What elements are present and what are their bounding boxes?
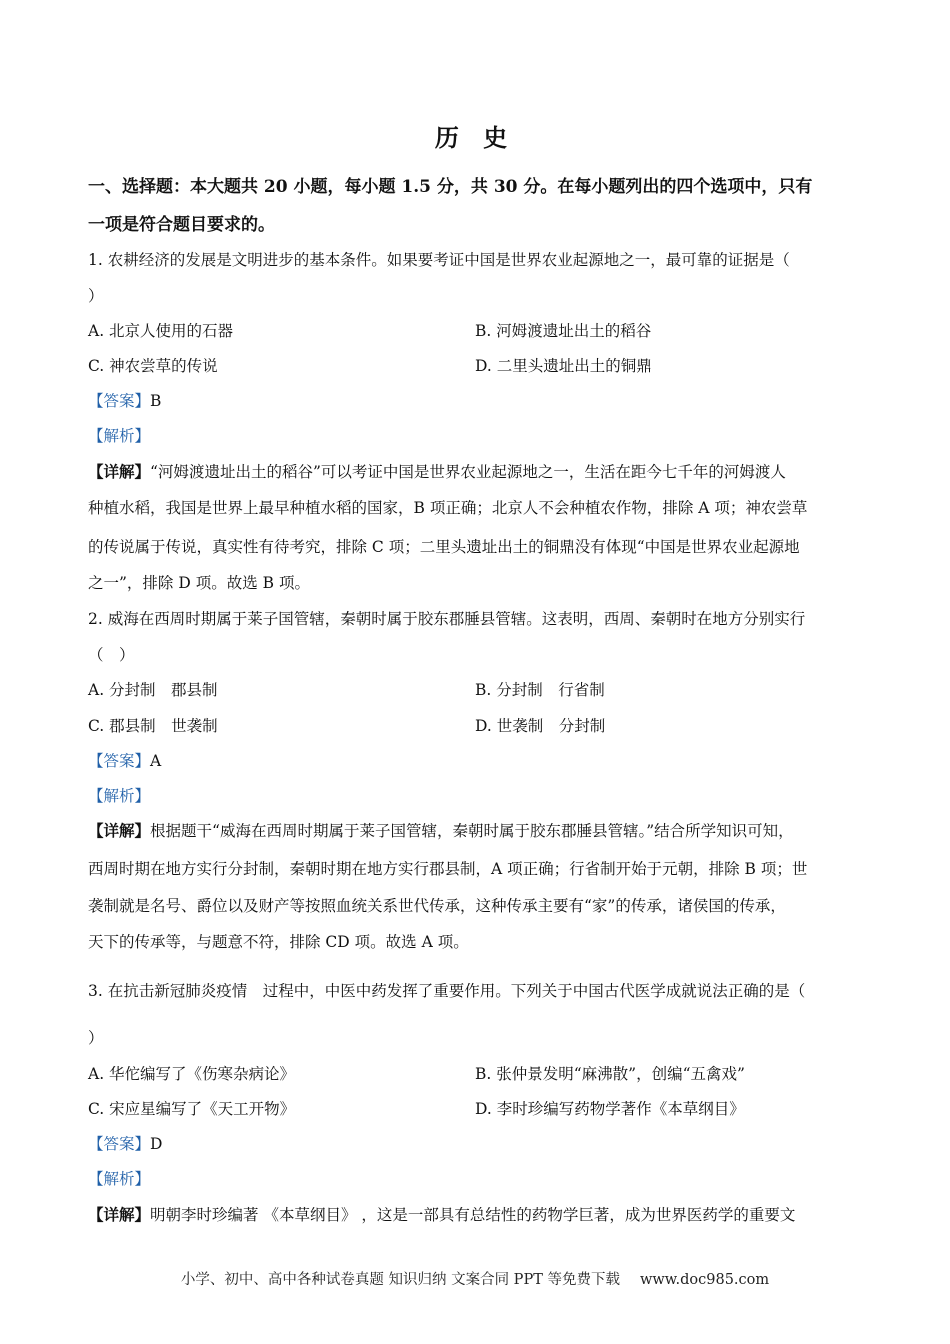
analysis-label [88,1168,878,1190]
option-b: B. 河姆渡遗址出土的稻谷 [475,322,652,340]
question-stem: 3. 在抗击新冠肺炎疫情 过程中，中医中药发挥了重要作用。下列关于中国古代医学成就说法正确的是（ [88,982,806,1000]
detail-line: 之一”，排除 D 项。故选 B 项。 [88,574,310,592]
footer-text: 小学、初中、高中各种试卷真题 知识归纳 文案合同 PPT 等免费下载 [180,1272,620,1288]
option-c: C. 神农尝草的传说 [88,357,218,375]
detail-label: 【详解】 [88,821,151,840]
detail-text: “河姆渡遗址出土的稻谷”可以考证中国是世界农业起源地之一，生活在距今七千年的河姆渡人 [150,463,786,481]
option-a: A. 华佗编写了《伤寒杂病论》 [88,1065,296,1083]
answer-label: 【答案】 [88,752,151,770]
detail-text: 根据题干“威海在西周时期属于莱子国管辖，秦朝时属于胶东郡腄县管辖。”结合所学知识可知， [150,822,794,840]
analysis-label-text: 【解析】 [88,787,151,805]
detail-line: 袭制就是名号、爵位以及财产等按照血统关系世代传承，这种传承主要有“家”的传承，诸侯国的传承， [88,897,786,915]
page-footer [0,1268,950,1289]
detail-line: 种植水稻，我国是世界上最早种植水稻的国家，B 项正确；北京人不会种植农作物，排除 A 项；神农尝草 [88,499,808,517]
detail-line: 的传说属于传说，真实性有待考究，排除 C 项；二里头遗址出土的铜鼎没有体现“中国是世界农业起源地 [88,538,800,556]
option-d: D. 李时珍编写药物学著作《本草纲目》 [475,1100,745,1118]
answer-row [88,750,878,772]
answer-label: 【答案】 [88,392,151,410]
answer-value: D [150,1135,163,1153]
option-b: B. 张仲景发明“麻沸散”，创编“五禽戏” [475,1065,745,1083]
answer-value: A [150,752,162,770]
analysis-label [88,425,878,447]
section-heading [88,168,873,244]
detail-line [88,1204,878,1226]
detail-line [88,820,878,842]
option-a: A. 北京人使用的石器 [88,322,234,340]
answer-label: 【答案】 [88,1135,151,1153]
question-stem-cont: ） [88,1029,104,1047]
option-c: C. 宋应星编写了《天工开物》 [88,1100,296,1118]
question-stem: 2. 威海在西周时期属于莱子国管辖，秦朝时属于胶东郡腄县管辖。这表明，西周、秦朝时在地方分别实行 [88,610,806,628]
detail-line [88,461,878,483]
footer-site-link[interactable]: www.doc985.com [639,1272,770,1288]
option-b: B. 分封制 行省制 [475,681,605,699]
question-stem: 1. 农耕经济的发展是文明进步的基本条件。如果要考证中国是世界农业起源地之一，最可靠的证据是（ [88,251,790,269]
analysis-label-text: 【解析】 [88,1170,151,1188]
question-stem-cont: （ ） [88,646,135,664]
detail-label: 【详解】 [88,1205,151,1224]
section-heading-line-1: 一、选择题：本大题共 20 小题，每小题 1.5 分，共 30 分。在每小题列出的四个选项中，只有 [88,177,813,197]
option-d: D. 二里头遗址出土的铜鼎 [475,357,652,375]
answer-row [88,390,878,412]
question-stem-cont: ） [88,287,104,305]
page-title: 历 史 [434,123,516,152]
detail-label: 【详解】 [88,462,151,481]
option-d: D. 世袭制 分封制 [475,717,606,735]
detail-line: 天下的传承等，与题意不符，排除 CD 项。故选 A 项。 [88,933,469,951]
answer-value: B [150,392,162,410]
answer-row [88,1133,878,1155]
section-heading-line-2: 一项是符合题目要求的。 [88,215,275,235]
option-c: C. 郡县制 世袭制 [88,717,218,735]
detail-line: 西周时期在地方实行分封制，秦朝时期在地方实行郡县制，A 项正确；行省制开始于元朝，排除 B 项；世 [88,860,808,878]
analysis-label [88,785,878,807]
analysis-label-text: 【解析】 [88,427,151,445]
detail-text: 明朝李时珍编著 《本草纲目》 ，这是一部具有总结性的药物学巨著，成为世界医药学的重要文 [150,1206,796,1224]
option-a: A. 分封制 郡县制 [88,681,218,699]
